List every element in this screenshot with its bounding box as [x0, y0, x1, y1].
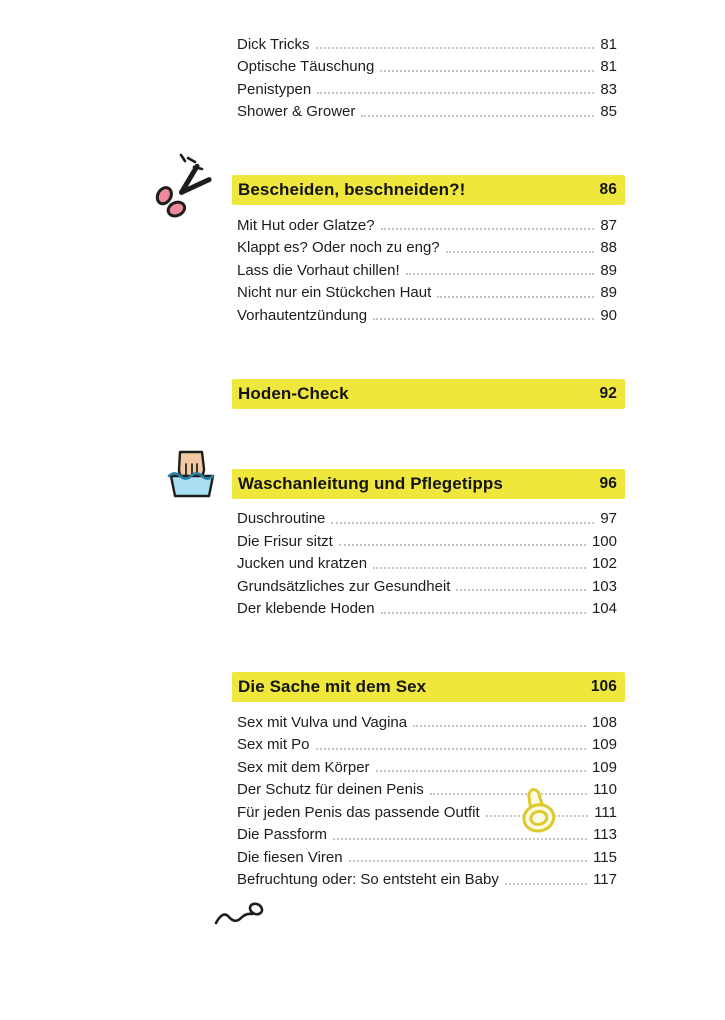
- toc-entry-label: Nicht nur ein Stückchen Haut: [237, 284, 432, 302]
- toc-entry: [232, 598, 625, 621]
- toc-entry-page: 102: [591, 555, 617, 573]
- toc-entry-page: 110: [593, 781, 617, 799]
- toc-entry: [232, 734, 625, 757]
- dot-leader: [316, 47, 595, 49]
- toc-entry: [232, 508, 625, 531]
- toc-entry: [232, 33, 625, 56]
- toc-entry-page: 81: [600, 58, 617, 76]
- toc-entry-page: 85: [600, 103, 617, 121]
- dot-leader: [331, 522, 594, 524]
- toc-entry-page: 115: [593, 848, 617, 866]
- hand-washing-icon: [164, 449, 220, 506]
- section-header: [232, 672, 625, 702]
- section-header: [232, 379, 625, 409]
- toc-entry-label: Shower & Grower: [237, 103, 356, 121]
- toc-entry: [232, 214, 625, 237]
- toc-entry: [232, 237, 625, 260]
- toc-entry: [232, 711, 625, 734]
- toc-entry-label: Befruchtung oder: So entsteht ein Baby: [237, 871, 499, 889]
- dot-leader: [437, 296, 594, 298]
- section-header: [232, 175, 625, 205]
- dot-leader: [361, 115, 594, 117]
- section-header: [232, 469, 625, 499]
- toc-entry-page: 90: [600, 306, 617, 324]
- dot-leader: [380, 70, 594, 72]
- toc-section: [232, 672, 625, 891]
- toc-entry-label: Grundsätzliches zur Gesundheit: [237, 577, 451, 595]
- toc-section: [232, 469, 625, 621]
- toc-entry: [232, 101, 625, 124]
- scissors-icon: [150, 153, 216, 224]
- toc-entry: [232, 530, 625, 553]
- toc-entry-page: 103: [591, 577, 617, 595]
- dot-leader: [373, 567, 586, 569]
- toc-entry-page: 81: [600, 35, 617, 53]
- toc-section: [232, 379, 625, 409]
- toc-entry-label: Sex mit Po: [237, 736, 310, 754]
- toc-entry-label: Jucken und kratzen: [237, 555, 368, 573]
- toc-entry: [232, 575, 625, 598]
- toc-entry-label: Sex mit dem Körper: [237, 758, 370, 776]
- toc-entry-label: Optische Täuschung: [237, 58, 375, 76]
- dot-leader: [317, 92, 594, 94]
- toc-entry-page: 109: [591, 758, 617, 776]
- toc-entry-page: 100: [591, 532, 617, 550]
- toc-entry-label: Dick Tricks: [237, 35, 310, 53]
- dot-leader: [413, 725, 586, 727]
- table-of-contents: [232, 33, 625, 891]
- toc-entry-page: 83: [600, 80, 617, 98]
- toc-entry-label: Duschroutine: [237, 510, 326, 528]
- toc-entry-page: 89: [600, 284, 617, 302]
- toc-entry-label: Die Passform: [237, 826, 328, 844]
- toc-entry: [232, 756, 625, 779]
- section-header-page: 92: [599, 384, 617, 402]
- toc-entry-page: 104: [591, 600, 617, 618]
- section-header-label: Hoden-Check: [238, 383, 349, 403]
- toc-entry-label: Die Frisur sitzt: [237, 532, 333, 550]
- toc-entry: [232, 282, 625, 305]
- dot-leader: [339, 544, 586, 546]
- toc-entry-page: 89: [600, 261, 617, 279]
- toc-entry-label: Die fiesen Viren: [237, 848, 343, 866]
- dot-leader: [505, 883, 587, 885]
- toc-entry-label: Penistypen: [237, 80, 312, 98]
- section-header-label: Waschanleitung und Pflegetipps: [238, 473, 503, 493]
- section-header-page: 86: [599, 181, 617, 198]
- toc-entry: [232, 801, 625, 824]
- toc-section: [232, 33, 625, 123]
- dot-leader: [349, 860, 587, 862]
- toc-entry-page: 87: [600, 216, 617, 234]
- toc-entry: [232, 846, 625, 869]
- toc-entry-label: Für jeden Penis das passende Outfit: [237, 803, 480, 821]
- toc-entry-page: 117: [593, 871, 617, 889]
- toc-entry-label: Mit Hut oder Glatze?: [237, 216, 375, 234]
- dot-leader: [456, 589, 586, 591]
- dot-leader: [373, 318, 594, 320]
- section-header-label: Die Sache mit dem Sex: [238, 677, 427, 696]
- toc-entry: [232, 56, 625, 79]
- condom-icon: [516, 782, 560, 843]
- sperm-icon: [213, 895, 265, 936]
- toc-entry-page: 109: [591, 736, 617, 754]
- toc-entry: [232, 304, 625, 327]
- toc-entry-page: 111: [594, 803, 617, 821]
- toc-entry-label: Der klebende Hoden: [237, 600, 375, 618]
- toc-entry-page: 97: [600, 510, 617, 528]
- toc-entry: [232, 78, 625, 101]
- toc-entry-label: Klappt es? Oder noch zu eng?: [237, 239, 440, 257]
- toc-entry: [232, 259, 625, 282]
- toc-entry-label: Vorhautentzündung: [237, 306, 368, 324]
- toc-entry: [232, 779, 625, 802]
- dot-leader: [430, 793, 587, 795]
- toc-entry: [232, 553, 625, 576]
- toc-section: [232, 175, 625, 327]
- toc-entry-label: Lass die Vorhaut chillen!: [237, 261, 400, 279]
- toc-entry-page: 108: [591, 713, 617, 731]
- section-header-page: 96: [599, 474, 617, 492]
- dot-leader: [381, 228, 595, 230]
- toc-entry-label: Sex mit Vulva und Vagina: [237, 713, 408, 731]
- toc-entry-page: 88: [600, 239, 617, 257]
- toc-entry-page: 113: [593, 826, 617, 844]
- dot-leader: [316, 748, 586, 750]
- dot-leader: [381, 612, 586, 614]
- toc-entry-label: Der Schutz für deinen Penis: [237, 781, 424, 799]
- section-header-label: Bescheiden, beschneiden?!: [238, 180, 466, 199]
- dot-leader: [406, 273, 595, 275]
- section-header-page: 106: [590, 678, 617, 695]
- toc-entry: [232, 869, 625, 892]
- dot-leader: [446, 251, 595, 253]
- dot-leader: [376, 770, 586, 772]
- toc-entry: [232, 824, 625, 847]
